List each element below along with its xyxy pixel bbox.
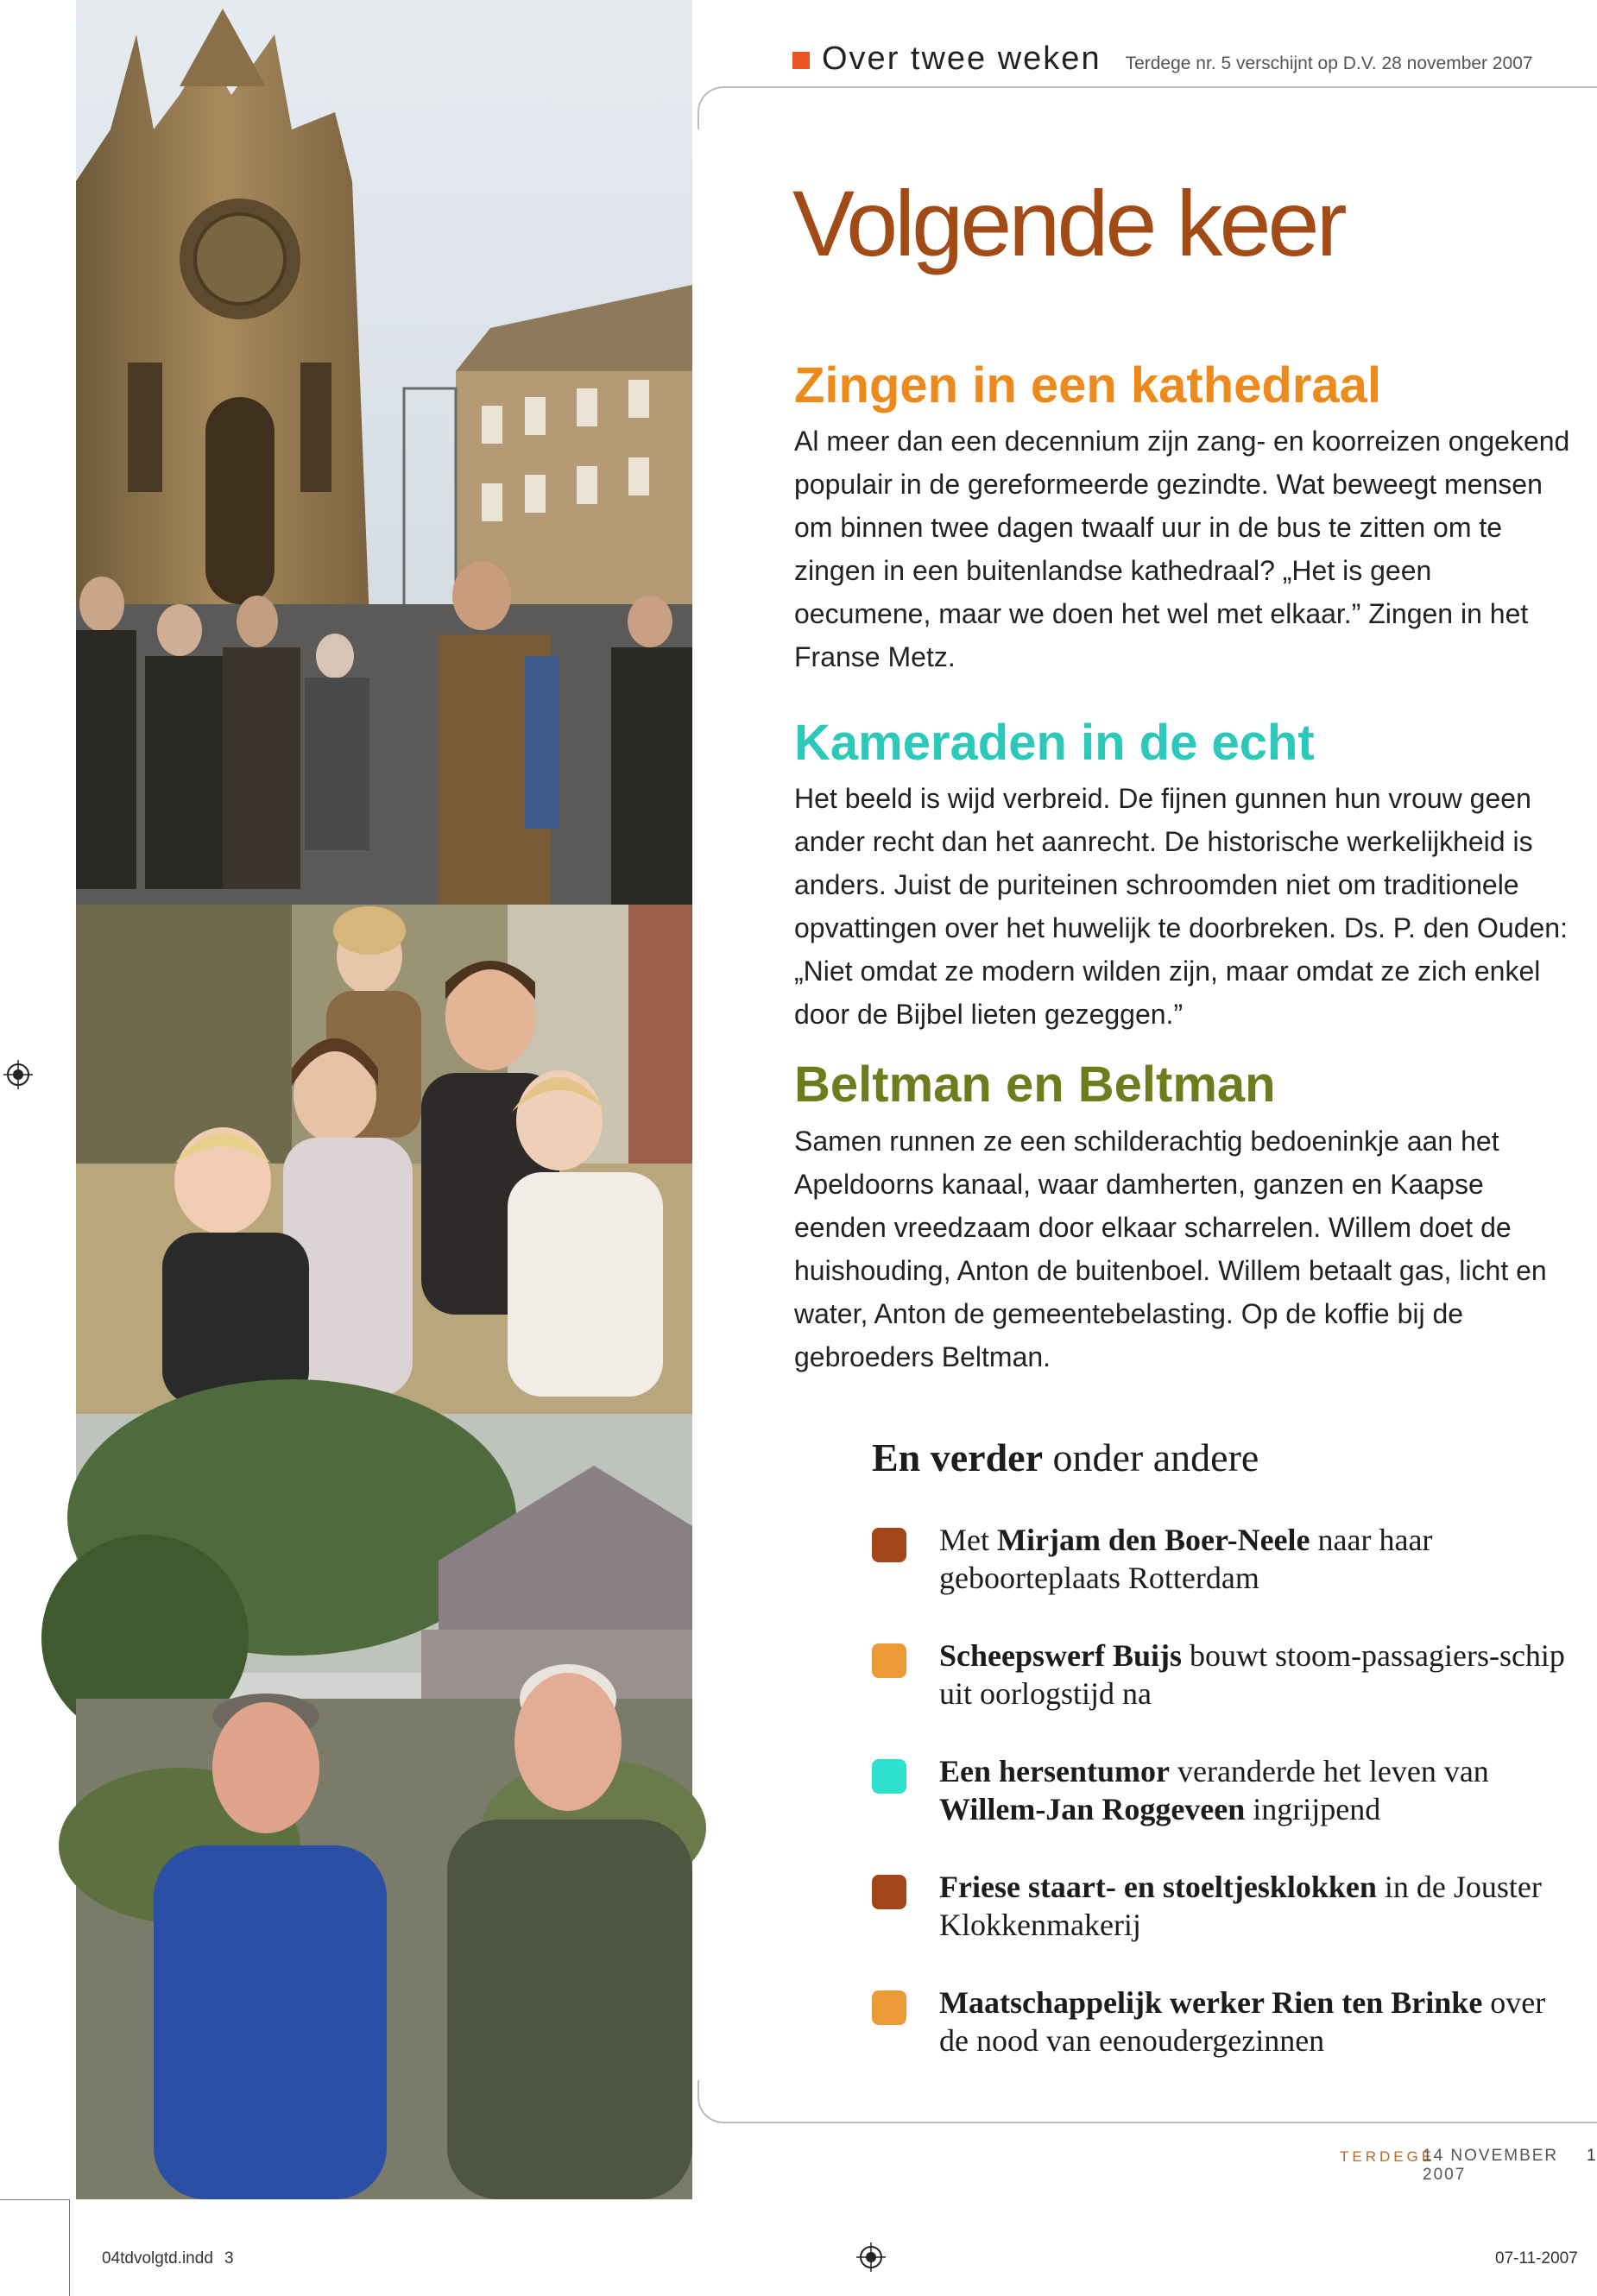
section-label: Over twee weken — [822, 41, 1101, 77]
more-item — [872, 1637, 1580, 1713]
section-marker-square — [792, 52, 810, 69]
more-item-text: Scheepswerf Buijs bouwt stoom-passagiers-schip uit oorlogstijd na — [939, 1638, 1565, 1711]
slug-page: 3 — [224, 2249, 234, 2268]
article-heading-beltman: Beltman en Beltman — [794, 1057, 1276, 1113]
more-title-rest: onder andere — [1043, 1435, 1259, 1479]
footer-magazine: TERDEGE — [1340, 2148, 1436, 2165]
article-heading-kathedraal: Zingen in een kathedraal — [794, 357, 1382, 413]
more-item — [872, 1984, 1580, 2059]
section-header — [792, 35, 1533, 78]
article-body-kathedraal: Al meer dan een decennium zijn zang- en koorreizen ongekend populair in de gereformeerde gezindte. Wat beweegt mensen om binnen twee dagen twaalf uur in de bus te zitten om te zingen in een buitenlandse kathedraal? „Het is geen oecumene, maar we doen het wel met elkaar.” Zingen in het Franse Metz. — [794, 426, 1570, 672]
more-item — [872, 1752, 1580, 1828]
more-item-text: Friese staart- en stoeltjesklokken in de Jouster Klokkenmakerij — [939, 1870, 1542, 1942]
bullet-square-icon — [872, 1528, 906, 1562]
bullet-square-icon — [872, 1990, 906, 2025]
cathedral-photo — [76, 0, 692, 905]
crop-mark — [0, 2199, 69, 2200]
more-section-title — [872, 1435, 1259, 1480]
more-item — [872, 1521, 1580, 1597]
bullet-square-icon — [872, 1759, 906, 1794]
next-issue-note: Terdege nr. 5 verschijnt op D.V. 28 november 2007 — [1125, 54, 1533, 73]
more-item-text: Maatschappelijk werker Rien ten Brinke over de nood van eenoudergezinnen — [939, 1985, 1546, 2058]
page-title: Volgende keer — [792, 171, 1344, 275]
more-item-text: Met Mirjam den Boer-Neele naar haar geboorteplaats Rotterdam — [939, 1523, 1433, 1595]
registration-mark-icon — [856, 2242, 886, 2272]
brothers-photo — [76, 1414, 692, 2199]
more-item — [872, 1868, 1580, 1944]
family-photo — [76, 905, 692, 1414]
registration-mark-icon — [3, 1060, 33, 1089]
bullet-square-icon — [872, 1643, 906, 1678]
more-item-text: Een hersentumor veranderde het leven van Willem-Jan Roggeveen ingrijpend — [939, 1754, 1489, 1826]
more-title-bold: En verder — [872, 1435, 1044, 1479]
bullet-square-icon — [872, 1875, 906, 1909]
header-rule — [698, 86, 1597, 129]
crop-mark — [69, 2199, 70, 2296]
footer-rule — [698, 2080, 1597, 2123]
slug-filename: 04tdvolgtd.indd — [102, 2249, 213, 2268]
article-body-beltman: Samen runnen ze een schilderachtig bedoeninkje aan het Apeldoorns kanaal, waar damherten, ganzen en Kaapse eenden vreedzaam door elkaar scharrelen. Willem doet de huishouding, Anton de buitenboel. Willem betaalt gas, licht en water, Anton de gemeentebelasting. Op de koffie bij de gebroeders Beltman. — [794, 1126, 1547, 1372]
footer-date: 14 NOVEMBER 2007 — [1423, 2147, 1559, 2184]
article-heading-kameraden: Kameraden in de echt — [794, 715, 1315, 771]
article-body-kameraden: Het beeld is wijd verbreid. De fijnen gunnen hun vrouw geen ander recht dan het aanrecht. De historische werkelijkheid is anders. Juist de puriteinen schroomden niet om traditionele opvattingen over het huwelijk te doorbreken. Ds. P. den Ouden: „Niet omdat ze modern wilden zijn, maar omdat ze zich enkel door de Bijbel lieten gezeggen.” — [794, 783, 1568, 1030]
page-number: 1 — [1587, 2147, 1596, 2165]
slug-date: 07-11-2007 — [1495, 2249, 1578, 2268]
